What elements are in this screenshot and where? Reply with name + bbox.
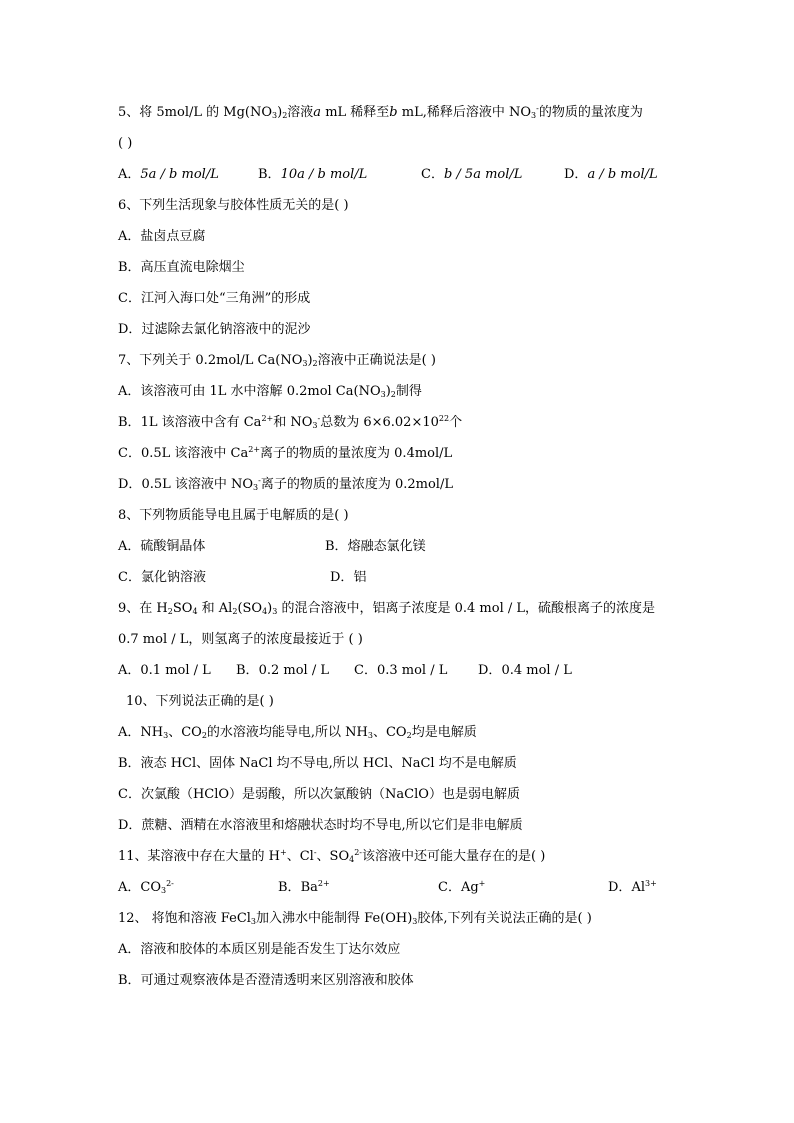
question-6-option-d: D．过滤除去氯化钠溶液中的泥沙 bbox=[118, 322, 311, 337]
question-5-options bbox=[118, 166, 678, 184]
question-10-option-d: D．蔗糖、酒精在水溶液里和熔融状态时均不导电,所以它们是非电解质 bbox=[118, 818, 523, 833]
option-c: C．氯化钠溶液 bbox=[118, 570, 206, 585]
question-8-stem: 8、下列物质能导电且属于电解质的是( ) bbox=[118, 508, 349, 523]
option-b: B．$Ba^{2+}$ bbox=[278, 879, 330, 895]
question-12-stem: 12、 将饱和溶液 FeCl$_3$加入沸水中能制得 $Fe(OH)_3$胶体,下列有关说法正确的是( ) bbox=[118, 911, 592, 926]
option-b: B．0.2 mol / L bbox=[236, 663, 329, 678]
option-c: C．Ag+ bbox=[438, 879, 486, 895]
question-6-option-b: B．高压直流电除烟尘 bbox=[118, 260, 245, 275]
option-d: D．铝 bbox=[330, 570, 367, 585]
question-7-option-a: A．该溶液可由 1L 水中溶解 0.2mol $Ca(NO_3)_2$制得 bbox=[118, 384, 422, 399]
question-10-option-a: A．$NH_3$、$CO_2$的水溶液均能导电,所以 $NH_3$、$CO_2$均是电解质 bbox=[118, 725, 477, 740]
option-d: D．0.4 mol / L bbox=[478, 663, 572, 678]
option-a: A．$CO_3^{2-}$ bbox=[118, 879, 174, 895]
option-a: A．硫酸铜晶体 bbox=[118, 539, 206, 554]
question-12-option-a: A．溶液和胶体的本质区别是能否发生丁达尔效应 bbox=[118, 942, 401, 957]
question-7-stem: 7、下列关于 0.2mol/L $Ca(NO_3)_2$溶液中正确说法是( ) bbox=[118, 353, 436, 368]
question-7-option-d: D．0.5L 该溶液中 $NO_3^-$离子的物质的量浓度为 0.2mol/L bbox=[118, 476, 453, 492]
question-10-option-b: B．液态 HCl、固体 NaCl 均不导电,所以 HCl、NaCl 均不是电解质 bbox=[118, 756, 517, 771]
question-7-option-c: C．0.5L 该溶液中 $Ca^{2+}$离子的物质的量浓度为 0.4mol/L bbox=[118, 445, 453, 461]
option-b: B．10a / b mol/L bbox=[258, 167, 368, 182]
question-11-options bbox=[118, 879, 678, 897]
question-5-blank: ( ) bbox=[118, 136, 133, 151]
option-c: C．0.3 mol / L bbox=[354, 663, 448, 678]
question-12-option-b: B．可通过观察液体是否澄清透明来区别溶液和胶体 bbox=[118, 973, 414, 988]
option-a: A．0.1 mol / L bbox=[118, 663, 211, 678]
option-d: D．a / b mol/L bbox=[564, 167, 658, 182]
question-7-option-b: B．1L 该溶液中含有 $Ca^{2+}$和 $NO_3^-$总数为 $6\times 6.02\times 10^{22}$个 bbox=[118, 414, 463, 430]
question-11-stem: 11、某溶液中存在大量的 H+、Cl-、$SO_4^{2-}$该溶液中还可能大量存在的是( ) bbox=[118, 848, 546, 864]
question-5-stem: 5、将 5mol/L 的 $Mg(NO_3)_2$溶液a mL 稀释至b mL,稀释后溶液中 $NO_3^-$的物质的量浓度为 bbox=[118, 104, 643, 120]
question-6-option-a: A．盐卤点豆腐 bbox=[118, 229, 206, 244]
question-9-options bbox=[118, 662, 678, 680]
question-10-stem: 10、下列说法正确的是( ) bbox=[126, 694, 274, 709]
option-c: C．b / 5a mol/L bbox=[421, 167, 523, 182]
question-8-options-cd bbox=[118, 569, 678, 587]
question-6-option-c: C．江河入海口处“三角洲”的形成 bbox=[118, 291, 311, 306]
option-b: B．熔融态氯化镁 bbox=[325, 539, 426, 554]
question-9-stem-line2: 0.7 mol / L，则氢离子的浓度最接近于 ( ) bbox=[118, 632, 363, 647]
option-a: A．5a / b mol/L bbox=[118, 167, 219, 182]
question-8-options-ab bbox=[118, 538, 678, 556]
option-d: D．$Al^{3+}$ bbox=[608, 879, 657, 895]
question-6-stem: 6、下列生活现象与胶体性质无关的是( ) bbox=[118, 198, 349, 213]
question-9-stem: 9、在 $H_2SO_4$ 和 $Al_2(SO_4)_3$ 的混合溶液中，铝离子浓度是 0.4 mol / L，硫酸根离子的浓度是 bbox=[118, 601, 656, 616]
question-10-option-c: C．次氯酸（HClO）是弱酸，所以次氯酸钠（NaClO）也是弱电解质 bbox=[118, 787, 520, 802]
